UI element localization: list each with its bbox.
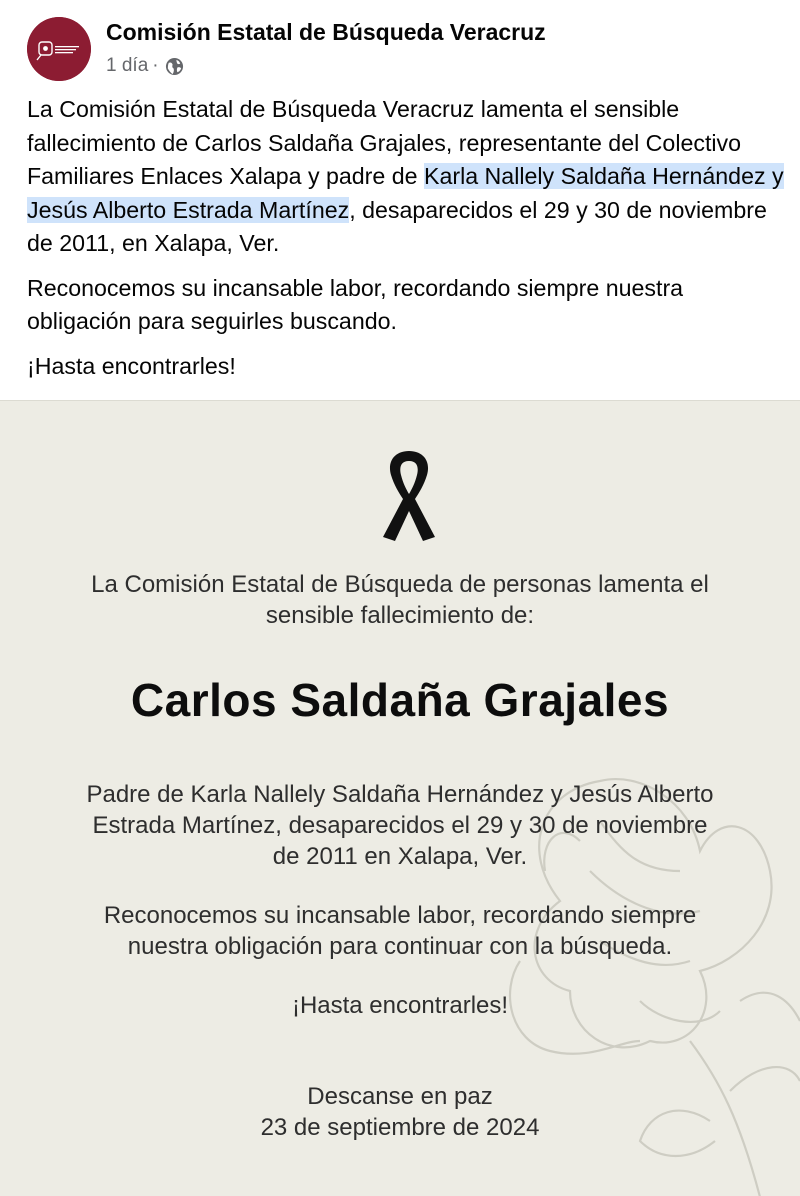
card-hasta-text: ¡Hasta encontrarles!: [291, 992, 509, 1019]
deceased-name: Carlos Saldaña Grajales: [130, 674, 670, 726]
card-labor-line: nuestra obligación para continuar con la búsqueda.: [127, 933, 673, 960]
card-intro-line: sensible fallecimiento de:: [265, 602, 535, 629]
card-parents-line: Padre de Karla Nallely Saldaña Hernández y Jesús Alberto: [86, 781, 714, 808]
post-meta: [106, 55, 184, 77]
card-parents-line: Estrada Martínez, desaparecidos el 29 y 30 de noviembre: [92, 812, 708, 839]
page-avatar[interactable]: [27, 17, 91, 81]
card-rip-text: [0, 1081, 800, 1143]
post-paragraph-2: Reconocemos su incansable labor, recordando siempre nuestra obligación para seguirles buscando.: [27, 274, 684, 334]
commission-logo-icon: [27, 17, 91, 81]
globe-icon[interactable]: [165, 57, 184, 76]
page-name[interactable]: Comisión Estatal de Búsqueda Veracruz: [106, 19, 546, 45]
card-rip-line: Descanse en paz: [307, 1083, 493, 1110]
post-text-segment: La Comisión Estatal de Búsqueda Veracruz lamenta el sensible fallecimiento de Carlos Saldaña Grajales, representante del Colectivo Familiares Enlaces Xalapa y padre de: [27, 96, 742, 189]
card-labor-text: [0, 900, 800, 962]
card-parents-line: de 2011 en Xalapa, Ver.: [272, 843, 528, 870]
mourning-ribbon-icon: [377, 445, 441, 543]
card-intro: [0, 569, 800, 631]
post-paragraph-3: ¡Hasta encontrarles!: [27, 352, 236, 379]
post-header: [0, 0, 800, 100]
post-body: [27, 93, 787, 394]
card-labor-line: Reconocemos su incansable labor, recordando siempre: [103, 902, 697, 929]
post-paragraph-1: [27, 93, 787, 261]
meta-separator: ·: [152, 55, 159, 76]
condolence-image[interactable]: [0, 400, 800, 1196]
card-parents-text: [0, 779, 800, 872]
highlighted-names: Karla Nallely Saldaña Hernández y Jesús Alberto Estrada Martínez: [27, 163, 784, 223]
post-time[interactable]: 1 día: [106, 55, 149, 76]
card-rip-date: 23 de septiembre de 2024: [260, 1114, 540, 1141]
post-text-segment: , desaparecidos el 29 y 30 de noviembre de 2011, en Xalapa, Ver.: [27, 196, 767, 256]
card-intro-line: La Comisión Estatal de Búsqueda de personas lamenta el: [91, 571, 709, 598]
